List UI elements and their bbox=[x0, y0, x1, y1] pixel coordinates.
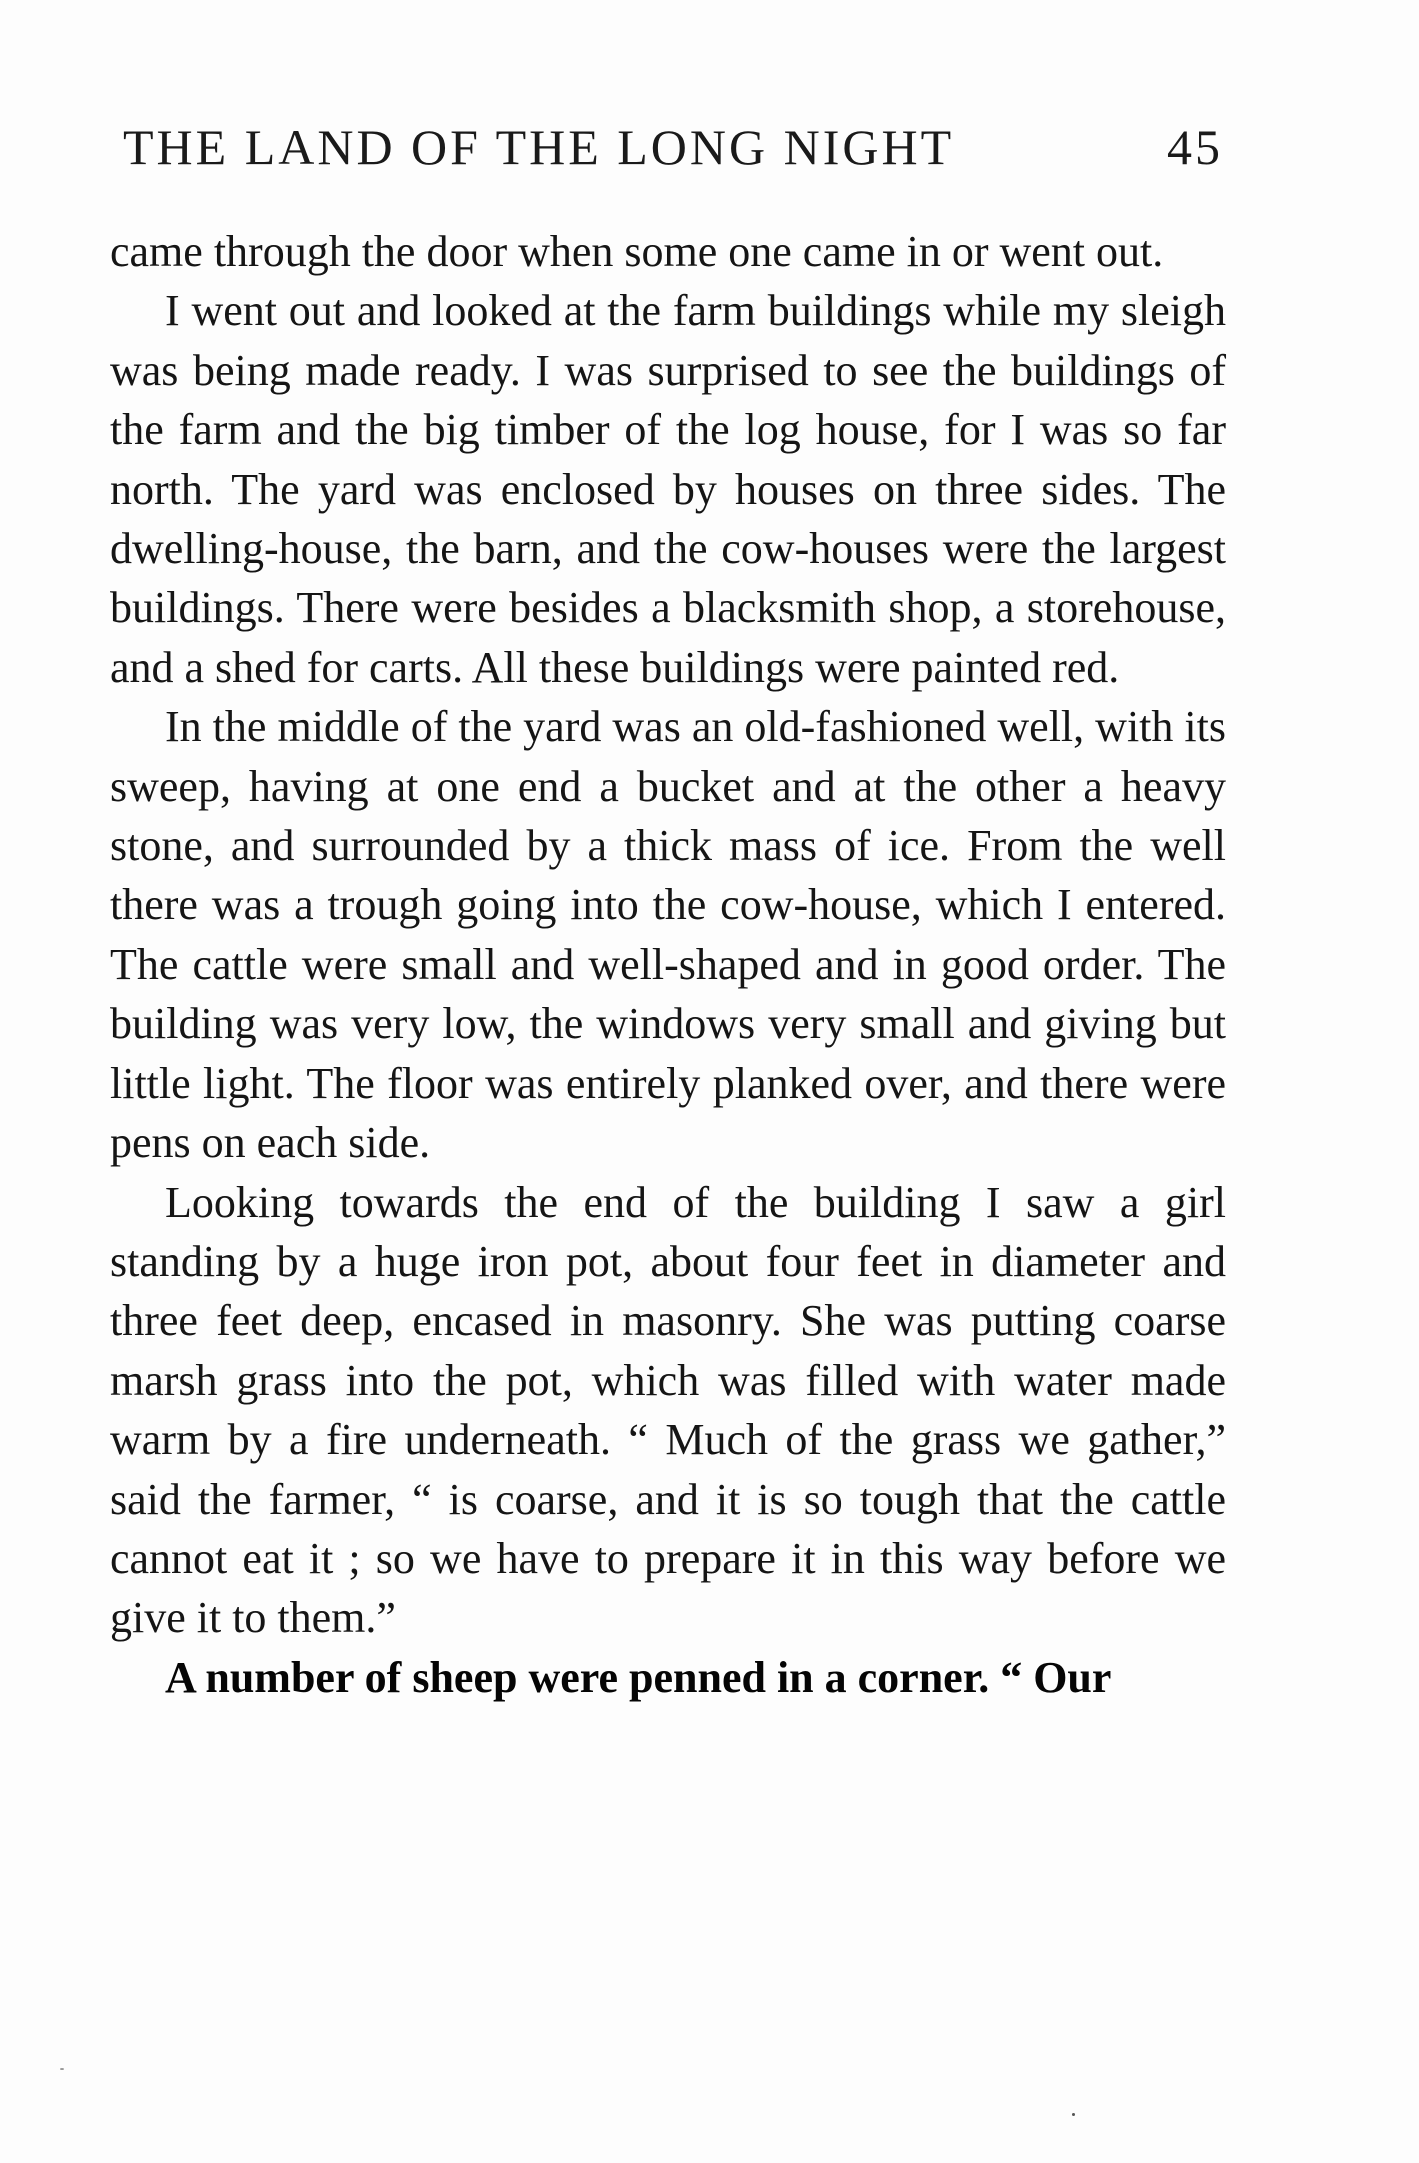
paragraph-iron-pot: Looking towards the end of the building I saw a girl standing by a huge iron pot, about four feet in diameter and three feet deep, encased in masonry. She was putting coarse marsh grass into the pot, which was filled with water made warm by a fire underneath. “ Much of the grass we gather,” said the farmer, “ is coarse, and it is so tough that the cattle cannot eat it ; so we have to prepare it in this way before we give it to them.” bbox=[110, 1177, 1226, 1643]
paper-speck bbox=[1072, 2113, 1075, 2116]
running-head bbox=[123, 118, 1223, 178]
paragraph-farm-buildings: I went out and looked at the farm buildings while my sleigh was being made ready. I was surprised to see the buildings of the farm and the big timber of the log house, for I was so far north. The yard was enclosed by houses on three sides. The dwelling-house, the barn, and the cow-houses were the largest buildings. There were besides a blacksmith shop, a storehouse, and a shed for carts. All these buildings were painted red. bbox=[110, 286, 1226, 692]
paragraph-continuation: came through the door when some one came in or went out. bbox=[110, 227, 1164, 276]
paragraph-well-and-cow-house: In the middle of the yard was an old-fashioned well, with its sweep, having at one end a bucket and at the other a heavy stone, and surrounded by a thick mass of ice. From the well there was a trough going into the cow-house, which I entered. The cattle were small and well-shaped and in good order. The building was very low, the windows very small and giving but little light. The floor was entirely planked over, and there were pens on each side. bbox=[110, 702, 1226, 1168]
paragraph-sheep: A number of sheep were penned in a corner. “ Our bbox=[165, 1652, 1112, 1702]
running-head-title: THE LAND OF THE LONG NIGHT bbox=[123, 119, 955, 175]
body-text bbox=[110, 222, 1226, 1707]
paper-speck bbox=[60, 2068, 64, 2070]
page-number: 45 bbox=[1167, 119, 1223, 175]
